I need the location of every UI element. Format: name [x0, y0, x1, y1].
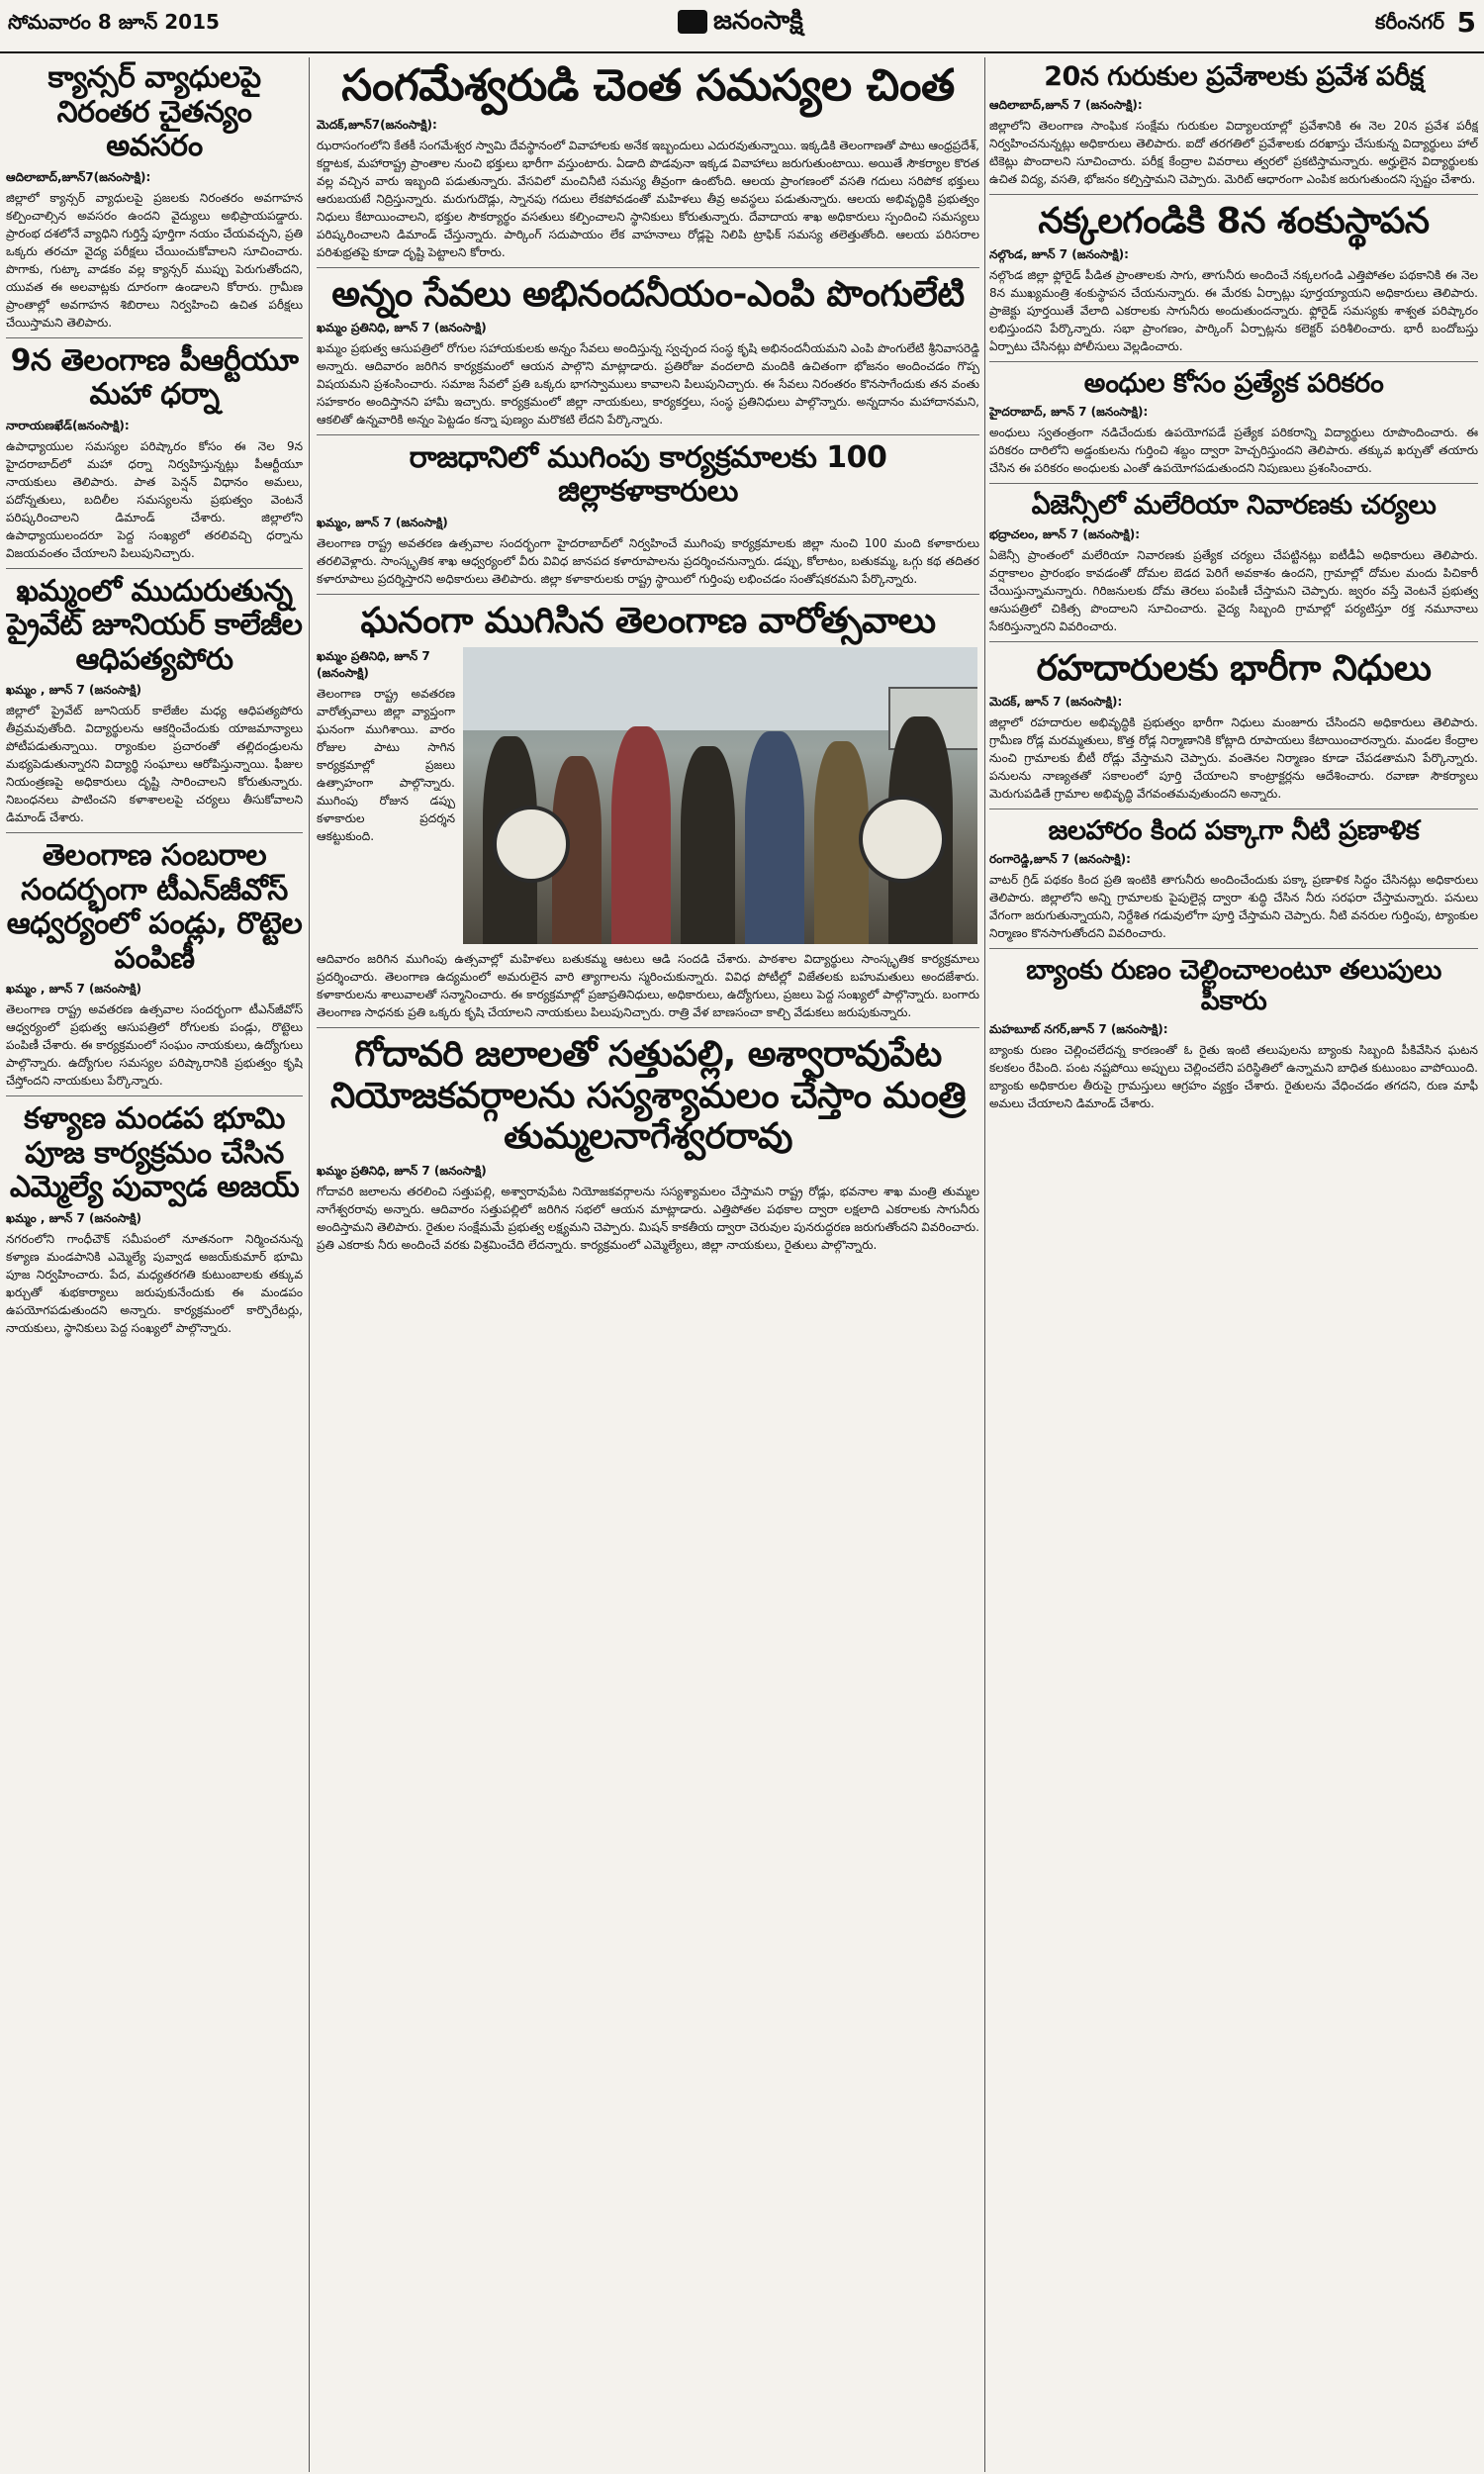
article-dateline: ఆదిలాబాద్,జూన్7(జనంసాక్షి):	[6, 169, 151, 184]
article-dateline: ఖమ్మం ప్రతినిధి, జూన్ 7 (జనంసాక్షి)	[317, 320, 487, 334]
photo-person	[611, 726, 671, 944]
article-headline: అన్నం సేవలు అభినందనీయం-ఎంపి పొంగులేటి	[331, 273, 965, 315]
article	[317, 601, 979, 1021]
article-body: ఖమ్మం ప్రభుత్వ ఆసుపత్రిలో రోగుల సహాయకులకు అన్నం సేవలు అందిస్తున్న స్వచ్ఛంద సంస్థ కృషి అభినందనీయమని ఎంపి పొంగులేటి శ్రీనివాసరెడ్డి అన్నారు. ఆదివారం జరిగిన కార్యక్రమంలో ఆయన పాల్గొని మాట్లాడారు. ప్రతిరోజు వందలాది మందికి ఉచితంగా భోజనం అందించడం గొప్ప విషయమని ప్రశంసించారు. సమాజ సేవలో ప్రతి ఒక్కరు భాగస్వాములు కావాలని పిలుపునిచ్చారు. ఈ సేవలు నిరంతరం కొనసాగేందుకు తన వంతు సహకారం అందిస్తానని హామీ ఇచ్చారు. కార్యక్రమంలో జిల్లా నాయకులు, కార్యకర్తలు, సంస్థ ప్రతినిధులు పాల్గొన్నారు. అన్నదానం మహాదానమని, ఆకలితో ఉన్నవారికి అన్నం పెట్టడం కన్నా పుణ్యం మరొకటి లేదని పేర్కొన్నారు.	[317, 340, 979, 427]
article-headline: గోదావరి జలాలతో సత్తుపల్లి, అశ్వారావుపేట నియోజకవర్గాలను సస్యశ్యామలం చేస్తాం మంత్రి తుమ్మలనాగేశ్వరరావు	[330, 1034, 966, 1158]
article-body: నగరంలోని గాంధీచౌక్ సమీపంలో నూతనంగా నిర్మించనున్న కళ్యాణ మండపానికి ఎమ్మెల్యే పువ్వాడ అజయ్‌కుమార్ భూమి పూజ నిర్వహించారు. పేద, మధ్యతరగతి కుటుంబాలకు తక్కువ ఖర్చుతో శుభకార్యాలు జరుపుకునేందుకు ఈ మండపం ఉపయోగపడుతుందని అన్నారు. కార్యక్రమంలో కార్పొరేటర్లు, నాయకులు, స్థానికులు పెద్ద సంఖ్యలో పాల్గొన్నారు.	[6, 1231, 303, 1335]
article-body-side: తెలంగాణ రాష్ట్ర అవతరణ వారోత్సవాలు జిల్లా వ్యాప్తంగా ఘనంగా ముగిశాయి. వారం రోజుల పాటు సాగిన కార్యక్రమాల్లో ప్రజలు ఉత్సాహంగా పాల్గొన్నారు. ముగింపు రోజున డప్పు కళాకారుల ప్రదర్శన ఆకట్టుకుంది.	[317, 687, 455, 844]
article-headline: క్యాన్సర్ వ్యాధులపై నిరంతర చైతన్యం అవసరం	[47, 60, 261, 163]
article-headline: సంగమేశ్వరుడి చెంత సమస్యల చింత	[341, 60, 955, 111]
column-left	[6, 57, 303, 2472]
article-body: గోదావరి జలాలను తరలించి సత్తుపల్లి, అశ్వారావుపేట నియోజకవర్గాలను సస్యశ్యామలం చేస్తామని రాష్ట్ర రోడ్లు, భవనాల శాఖ మంత్రి తుమ్మల నాగేశ్వరరావు అన్నారు. ఆదివారం సత్తుపల్లిలో జరిగిన సభలో ఆయన మాట్లాడారు. ఎత్తిపోతల పథకాల ద్వారా లక్షలాది ఎకరాలకు సాగునీరు అందిస్తామని తెలిపారు. రైతుల సంక్షేమమే ప్రభుత్వ లక్ష్యమని చెప్పారు. మిషన్ కాకతీయ ద్వారా చెరువుల పునరుద్ధరణ జరుగుతోందని వివరించారు. ప్రతి ఎకరాకు నీరు అందించే వరకు విశ్రమించేది లేదన్నారు. కార్యక్రమంలో ఎమ్మెల్యేలు, జిల్లా నాయకులు, రైతులు పాల్గొన్నారు.	[317, 1184, 979, 1252]
article	[317, 441, 979, 588]
article-body: తెలంగాణ రాష్ట్ర అవతరణ ఉత్సవాల సందర్భంగా హైదరాబాద్‌లో నిర్వహించే ముగింపు కార్యక్రమాలకు జిల్లా నుంచి 100 మంది కళాకారులు తరలివెళ్లారు. సాంస్కృతిక శాఖ ఆధ్వర్యంలో వీరు వివిధ జానపద కళారూపాలను ప్రదర్శించనున్నారు. డప్పు, కోలాటం, బతుకమ్మ, ఒగ్గు కథ తదితర కళారూపాలు ప్రదర్శిస్తారని అధికారులు తెలిపారు. జిల్లా కళాకారులకు రాష్ట్ర స్థాయిలో గుర్తింపు లభించడం సంతోషకరమని పేర్కొన్నారు.	[317, 535, 979, 586]
article-dateline: ఖమ్మం , జూన్ 7 (జనంసాక్షి)	[6, 683, 141, 697]
article-headline: జలహారం కింద పక్కాగా నీటి ప్రణాళిక	[1048, 814, 1420, 846]
article-body: ఉపాధ్యాయుల సమస్యల పరిష్కారం కోసం ఈ నెల 9న హైదరాబాద్‌లో మహా ధర్నా నిర్వహిస్తున్నట్లు పీఆర్టీయూ నాయకులు తెలిపారు. పాత పెన్షన్ విధానం అమలు, పదోన్నతులు, బదిలీల సమస్యలను ప్రభుత్వం వెంటనే పరిష్కరించాలని డిమాండ్ చేశారు. జిల్లాలోని ఉపాధ్యాయులందరూ పెద్ద సంఖ్యలో తరలివచ్చి ధర్నాను విజయవంతం చేయాలని పిలుపునిచ్చారు.	[6, 438, 303, 560]
divider	[317, 594, 979, 595]
edition-name: కరీంనగర్	[1375, 10, 1444, 34]
article-dateline: మహబూబ్ నగర్,జూన్ 7 (జనంసాక్షి):	[989, 1022, 1168, 1037]
article-headline: కళ్యాణ మండప భూమి పూజ కార్యక్రమం చేసిన ఎమ్మెల్యే పువ్వాడ అజయ్	[9, 1101, 300, 1204]
article	[317, 1034, 979, 1253]
article-body: జిల్లాలో క్యాన్సర్ వ్యాధులపై ప్రజలకు నిరంతరం అవగాహన కల్పించాల్సిన అవసరం ఉందని వైద్యులు అభిప్రాయపడ్డారు. ప్రారంభ దశలోనే వ్యాధిని గుర్తిస్తే పూర్తిగా నయం చేయవచ్చని, ప్రతి ఒక్కరు తరచూ వైద్య పరీక్షలు చేయించుకోవాలని సూచించారు. పొగాకు, గుట్కా వాడకం వల్ల క్యాన్సర్ ముప్పు పెరుగుతోందని, యువత ఈ అలవాట్లకు దూరంగా ఉండాలని కోరారు. గ్రామీణ ప్రాంతాల్లో అవగాహన శిబిరాలు నిర్వహించి ఉచిత పరీక్షలు చేయిస్తామని తెలిపారు.	[6, 190, 303, 330]
article	[317, 61, 979, 261]
divider	[989, 948, 1478, 949]
article-body: ఝరాసంగంలోని కేతకీ సంగమేశ్వర స్వామి దేవస్థానంలో వివాహాలకు అనేక ఇబ్బందులు ఎదురవుతున్నాయి. ఇక్కడికి తెలంగాణతో పాటు ఆంధ్రప్రదేశ్, కర్ణాటక, మహారాష్ట్ర ప్రాంతాల నుంచి భక్తులు భారీగా వస్తుంటారు. ఏడాది పొడవునా ఇక్కడ వివాహాలు జరుగుతుంటాయి. అయితే సౌకర్యాల కొరత వల్ల వచ్చిన వారు ఇబ్బంది పడుతున్నారు. వేసవిలో మంచినీటి సమస్య తీవ్రంగా ఉంటోంది. ఆలయ ప్రాంగణంలో వసతి గదులు సరిపోక భక్తులు ఆరుబయటే నిద్రిస్తున్నారు. మరుగుదొడ్లు, స్నానపు గదులు లేకపోవడంతో మహిళలు తీవ్ర అవస్థలు పడుతున్నారు. ఆలయ అభివృద్ధికి ప్రభుత్వం నిధులు కేటాయించాలని, భక్తుల సౌకర్యార్థం వసతులు కల్పించాలని స్థానికులు కోరుతున్నారు. దేవాదాయ శాఖ అధికారులు స్పందించి సమస్యలు పరిష్కరించాలని డిమాండ్ చేస్తున్నారు. పార్కింగ్ సదుపాయం లేక వాహనాలు రోడ్లపై నిలిపి ట్రాఫిక్ సమస్య తలెత్తుతోంది. ఆలయ పరిసరాల పరిశుభ్రతపై కూడా దృష్టి పెట్టాలని కోరారు.	[317, 138, 979, 259]
celebration-photo	[463, 647, 977, 944]
column-center	[317, 57, 979, 2472]
article-body: వాటర్ గ్రిడ్ పథకం కింద ప్రతి ఇంటికి తాగునీరు అందించేందుకు పక్కా ప్రణాళిక సిద్ధం చేసినట్లు అధికారులు తెలిపారు. జిల్లాలోని అన్ని గ్రామాలకు పైపులైన్ల ద్వారా శుద్ధి చేసిన నీరు సరఫరా చేస్తామన్నారు. పనులు వేగంగా జరుగుతున్నాయని, నిర్దేశిత గడువులోగా పూర్తి చేస్తామని చెప్పారు. నీటి వనరుల గుర్తింపు, ట్యాంకుల నిర్మాణం కొనసాగుతోందని వివరించారు.	[989, 872, 1478, 940]
column-divider	[984, 57, 985, 2472]
article-headline: 20న గురుకుల ప్రవేశాలకు ప్రవేశ పరీక్ష	[1044, 61, 1424, 92]
issue-date: సోమవారం 8 జూన్ 2015	[8, 10, 220, 34]
article-body: జిల్లాలోని తెలంగాణ సాంఘిక సంక్షేమ గురుకుల విద్యాలయాల్లో ప్రవేశానికి ఈ నెల 20న ప్రవేశ పరీక్ష నిర్వహించనున్నట్లు అధికారులు తెలిపారు. ఐదో తరగతిలో ప్రవేశాలకు దరఖాస్తు చేసుకున్న విద్యార్థులు హాల్ టికెట్లు పొందాలని సూచించారు. పరీక్ష కేంద్రాల వివరాలు త్వరలో ప్రకటిస్తామన్నారు. అర్హులైన విద్యార్థులకు ఉచిత విద్య, వసతి, భోజనం కల్పిస్తామని చెప్పారు. మెరిట్ ఆధారంగా ఎంపిక జరుగుతుందని స్పష్టం చేశారు.	[989, 119, 1478, 187]
page-number: 5	[1456, 6, 1476, 39]
article-headline: అంధుల కోసం ప్రత్యేక పరికరం	[1083, 368, 1384, 400]
article	[6, 839, 303, 1090]
article-dateline: ఖమ్మం , జూన్ 7 (జనంసాక్షి)	[6, 1210, 141, 1225]
photo-person	[681, 746, 735, 944]
article-body: ఏజెన్సీ ప్రాంతంలో మలేరియా నివారణకు ప్రత్యేక చర్యలు చేపట్టినట్లు ఐటీడీఏ అధికారులు తెలిపారు. వర్షాకాలం ప్రారంభం కావడంతో దోమల బెడద పెరిగే అవకాశం ఉందని, గ్రామాల్లో దోమల మందు పిచికారీ చేయిస్తున్నామన్నారు. గిరిజనులకు దోమ తెరలు పంపిణీ చేస్తామని చెప్పారు. జ్వరం వస్తే వెంటనే ప్రభుత్వ ఆసుపత్రిలో చికిత్స పొందాలని సూచించారు. వైద్య సిబ్బంది గ్రామాల్లో పర్యటిస్తూ రక్త నమూనాలు సేకరిస్తున్నారని వివరించారు.	[989, 547, 1478, 633]
divider	[989, 194, 1478, 195]
article-dateline: ఆదిలాబాద్,జూన్ 7 (జనంసాక్షి):	[989, 98, 1143, 113]
article-dateline: భద్రాచలం, జూన్ 7 (జనంసాక్షి):	[989, 526, 1141, 541]
article-dateline: ఖమ్మం ప్రతినిధి, జూన్ 7 (జనంసాక్షి)	[317, 649, 430, 681]
column-divider	[309, 57, 310, 2472]
article-photo-row	[317, 647, 979, 944]
divider	[6, 568, 303, 569]
article	[989, 490, 1478, 634]
article-headline: ఘనంగా ముగిసిన తెలంగాణ వారోత్సవాలు	[360, 600, 936, 641]
article-headline: బ్యాంకు రుణం చెల్లించాలంటూ తలుపులు పీకారు	[1026, 954, 1441, 1017]
article-headline: రహదారులకు భారీగా నిధులు	[1036, 647, 1432, 689]
article	[6, 61, 303, 332]
divider	[989, 361, 1478, 362]
article	[989, 955, 1478, 1112]
article	[989, 201, 1478, 355]
article-dateline: రంగారెడ్డి,జూన్ 7 (జనంసాక్షి):	[989, 851, 1131, 866]
article-headline: ఏజెన్సీలో మలేరియా నివారణకు చర్యలు	[1031, 490, 1437, 522]
article-dateline: మెదక్, జూన్ 7 (జనంసాక్షి):	[989, 694, 1123, 709]
article-body: తెలంగాణ రాష్ట్ర అవతరణ ఉత్సవాల సందర్భంగా టీఎన్‌జీవోస్ ఆధ్వర్యంలో ప్రభుత్వ ఆసుపత్రిలో రోగులకు పండ్లు, రొట్టెలు పంపిణీ చేశారు. ఈ కార్యక్రమంలో సంఘం నాయకులు, ఉద్యోగులు పాల్గొన్నారు. ఉద్యోగుల సమస్యల పరిష్కారానికి ప్రభుత్వం కృషి చేస్తోందని నాయకులు పేర్కొన్నారు.	[6, 1002, 303, 1088]
masthead	[0, 0, 1484, 53]
article-headline: రాజధానిలో ముగింపు కార్యక్రమాలకు 100 జిల్లాకళాకారులు	[409, 439, 887, 510]
photo-person	[745, 731, 804, 944]
paper-name: జనంసాక్షి	[713, 6, 803, 36]
logo-icon	[678, 10, 707, 34]
article-headline: తెలంగాణ సంబరాల సందర్భంగా టీఎన్‌జీవోస్ ఆధ్వర్యంలో పండ్లు, రొట్టెల పంపిణీ	[6, 838, 303, 976]
article-dateline: మెదక్,జూన్7(జనంసాక్షి):	[317, 117, 437, 132]
divider	[317, 267, 979, 268]
article	[989, 61, 1478, 188]
divider	[989, 641, 1478, 642]
article-body: అంధులు స్వతంత్రంగా నడిచేందుకు ఉపయోగపడే ప్రత్యేక పరికరాన్ని విద్యార్థులు రూపొందించారు. ఈ పరికరం దారిలోని అడ్డంకులను గుర్తించి శబ్దం ద్వారా హెచ్చరిస్తుందని తెలిపారు. తక్కువ ఖర్చుతో తయారు చేసిన ఈ పరికరం అంధులకు ఎంతో ఉపయోగపడుతుందని నిపుణులు ప్రశంసించారు.	[989, 426, 1478, 476]
article-dateline: ఖమ్మం, జూన్ 7 (జనంసాక్షి)	[317, 515, 448, 529]
article-body: జిల్లాలో రహదారుల అభివృద్ధికి ప్రభుత్వం భారీగా నిధులు మంజూరు చేసిందని అధికారులు తెలిపారు. గ్రామీణ రోడ్ల మరమ్మతులు, కొత్త రోడ్ల నిర్మాణానికి కోట్లాది రూపాయలు కేటాయించారన్నారు. మండల కేంద్రాల నుంచి గ్రామాలకు బీటీ రోడ్లు వేస్తామని చెప్పారు. వంతెనల నిర్మాణం కూడా చేపడతామని పేర్కొన్నారు. పనులను నాణ్యతతో సకాలంలో పూర్తి చేయాలని కాంట్రాక్టర్లను ఆదేశించారు. రవాణా సౌకర్యాలు మెరుగుపడితే గ్రామాల అభివృద్ధి వేగవంతమవుతుందని అన్నారు.	[989, 714, 1478, 801]
article-dateline: నల్గొండ, జూన్ 7 (జనంసాక్షి):	[989, 247, 1129, 262]
divider	[989, 483, 1478, 484]
article	[6, 575, 303, 827]
article-dateline: నారాయణఖేడ్(జనంసాక్షి):	[6, 418, 130, 432]
article-dateline: హైదరాబాద్, జూన్ 7 (జనంసాక్షి):	[989, 405, 1149, 420]
article	[989, 368, 1478, 477]
article-body: నల్గొండ జిల్లా ఫ్లోరైడ్ పీడిత ప్రాంతాలకు సాగు, తాగునీరు అందించే నక్కలగండి ఎత్తిపోతల పథకానికి ఈ నెల 8న ముఖ్యమంత్రి శంకుస్థాపన చేయనున్నారు. ఈ మేరకు ఏర్పాట్లు పూర్తయ్యాయని అధికారులు తెలిపారు. ప్రాజెక్టు పూర్తయితే వేలాది ఎకరాలకు సాగునీరు అందుతుందన్నారు. ఫ్లోరైడ్ సమస్యకు శాశ్వత పరిష్కారం లభిస్తుందని పేర్కొన్నారు. సభా ప్రాంగణం, పార్కింగ్ ఏర్పాట్లను కలెక్టర్ పరిశీలించారు. భారీ బందోబస్తు ఏర్పాటు చేసినట్లు పోలీసులు వెల్లడించారు.	[989, 268, 1478, 354]
article	[6, 1102, 303, 1337]
article-body: బ్యాంకు రుణం చెల్లించలేదన్న కారణంతో ఓ రైతు ఇంటి తలుపులను బ్యాంకు సిబ్బంది పీకివేసిన ఘటన కలకలం రేపింది. పంట నష్టపోయి అప్పులు చెల్లించలేని పరిస్థితిలో ఉన్నామని బాధిత కుటుంబం వాపోయింది. బ్యాంకు అధికారుల తీరుపై గ్రామస్తులు ఆగ్రహం వ్యక్తం చేశారు. రైతులను వేధించడం తగదని, రుణ మాఫీ అమలు చేయాలని డిమాండ్ చేశారు.	[989, 1043, 1478, 1111]
article-headline: 9న తెలంగాణ పీఆర్టీయూ మహా ధర్నా	[10, 342, 299, 412]
photo-side-text	[317, 647, 455, 944]
divider	[6, 832, 303, 833]
drum-icon	[493, 806, 570, 883]
article-dateline: ఖమ్మం ప్రతినిధి, జూన్ 7 (జనంసాక్షి)	[317, 1163, 487, 1178]
divider	[317, 1027, 979, 1028]
paper-logo	[678, 6, 803, 42]
divider	[317, 434, 979, 435]
article	[6, 344, 303, 562]
article-dateline: ఖమ్మం , జూన్ 7 (జనంసాక్షి)	[6, 982, 141, 996]
article	[317, 274, 979, 428]
article	[989, 815, 1478, 942]
article-headline: ఖమ్మంలో ముదురుతున్న ప్రైవేట్ జూనియర్ కాలేజీల ఆధిపత్యపోరు	[6, 573, 303, 677]
article-body: ఆదివారం జరిగిన ముగింపు ఉత్సవాల్లో మహిళలు బతుకమ్మ ఆటలు ఆడి సందడి చేశారు. పాఠశాల విద్యార్థులు సాంస్కృతిక కార్యక్రమాలు ప్రదర్శించారు. తెలంగాణ ఉద్యమంలో అమరులైన వారి త్యాగాలను స్మరించుకున్నారు. వివిధ పోటీల్లో విజేతలకు బహుమతులు అందజేశారు. కళాకారులను శాలువాలతో సన్మానించారు. ఈ కార్యక్రమాల్లో ప్రజాప్రతినిధులు, అధికారులు, ఉద్యోగులు, ప్రజలు పెద్ద సంఖ్యలో పాల్గొన్నారు. బంగారు తెలంగాణ సాధనకు ప్రతి ఒక్కరు కృషి చేయాలని నాయకులు పిలుపునిచ్చారు. రాత్రి వేళ బాణసంచా కాల్చి వేడుకలు జరుపుకున్నారు.	[317, 952, 979, 1020]
column-right	[989, 57, 1478, 2472]
divider	[6, 1095, 303, 1096]
drum-icon	[859, 796, 946, 883]
article-body: జిల్లాలో ప్రైవేట్ జూనియర్ కాలేజీల మధ్య ఆధిపత్యపోరు తీవ్రమవుతోంది. విద్యార్థులను ఆకర్షించేందుకు యాజమాన్యాలు పోటీపడుతున్నాయి. ర్యాంకుల ప్రచారంతో తల్లిదండ్రులను మభ్యపెడుతున్నారని విద్యార్థి సంఘాలు ఆరోపిస్తున్నాయి. ఫీజుల నియంత్రణపై అధికారులు దృష్టి సారించాలని కోరుతున్నారు. నిబంధనలు పాటించని కళాశాలలపై చర్యలు తీసుకోవాలని డిమాండ్ చేశారు.	[6, 704, 303, 824]
divider	[6, 337, 303, 338]
article	[989, 648, 1478, 803]
article-headline: నక్కలగండికి 8న శంకుస్థాపన	[1038, 201, 1430, 242]
